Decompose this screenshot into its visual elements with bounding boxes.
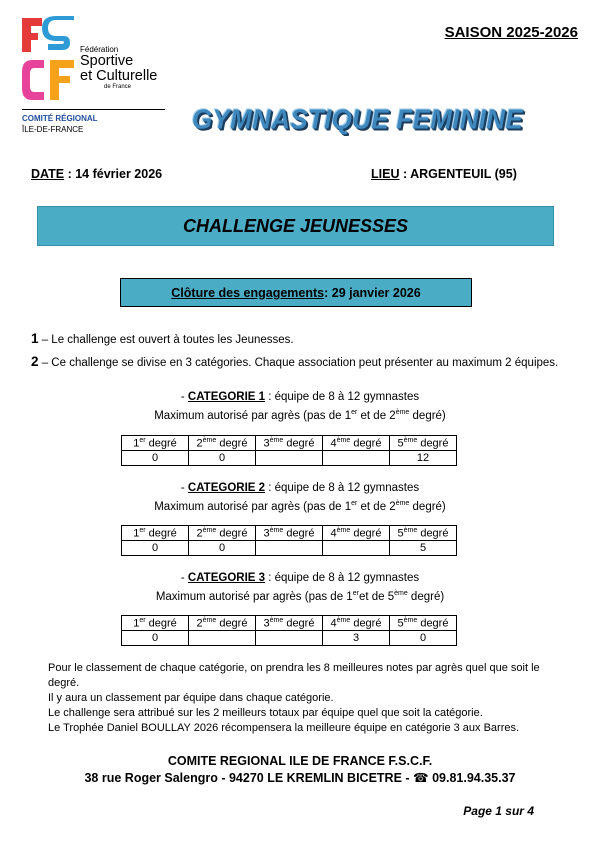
table-row [122,451,457,466]
header-degree-1: 1er degré [122,436,189,451]
c2-max-c: et de 2 [357,500,396,513]
page-title: GYMNASTIQUE FEMININE [192,103,524,135]
header-degree-3: 3ème degré [256,526,323,541]
cloture-label: Clôture des engagements [171,285,325,300]
logo-divider [22,109,165,110]
fscf-logo-mark [22,16,76,102]
category-3-title [0,571,600,586]
table-cell: 12 [390,451,457,466]
c3-max-d: ème [394,590,408,597]
rule-1 [31,331,294,346]
header-degree-1: 1er degré [122,616,189,631]
notes-block [48,661,548,736]
header-degree-2: 2ème degré [189,436,256,451]
category-1-prefix: - [180,391,188,403]
table-row [122,631,457,646]
rule-2-text: – Ce challenge se divise en 3 catégories. Chaque association peut présenter au maximum 2 équipes. [38,357,559,369]
logo-line4: de France [104,84,132,90]
c3-max-a: Maximum autorisé par agrès (pas de 1 [155,590,353,603]
header-degree-4: 4ème degré [323,436,390,451]
cloture-box [120,278,472,307]
logo-line1: Fédération [80,45,119,54]
category-3-table [121,615,457,646]
table-cell [189,631,256,646]
table-cell [323,541,390,556]
federation-name [80,46,157,90]
logo-line3: et Culturelle [80,68,158,84]
c3-max-c: et de 5 [358,590,395,603]
category-1-desc: : équipe de 8 à 12 gymnastes [265,391,420,403]
c2-max-a: Maximum autorisé par agrès (pas de 1 [154,500,352,513]
note-1: Pour le classement de chaque catégorie, on prendra les 8 meilleures notes par agrès quel que soit le degré. [48,662,540,689]
c1-max-b: er [351,409,358,416]
logo-line2: Sportive [80,53,134,69]
category-2-prefix: - [180,482,188,494]
header-degree-4: 4ème degré [323,526,390,541]
table-cell: 0 [122,451,189,466]
rule-2-number: 2 [31,354,39,369]
category-2-max [0,496,600,515]
c2-max-d: ème [395,500,410,507]
phone-icon: ☎ [413,771,429,785]
table-cell [256,631,323,646]
lieu-value: : ARGENTEUIL (95) [399,167,517,181]
header-degree-2: 2ème degré [189,616,256,631]
lieu-line [371,167,517,181]
category-2-table [121,525,457,556]
challenge-banner [37,206,554,246]
table-header-row [122,526,457,541]
header-degree-1: 1er degré [122,526,189,541]
category-3-prefix: - [180,572,188,584]
region-label: ÎLE-DE-FRANCE [22,125,84,134]
c2-max-b: er [351,500,358,507]
header-degree-5: 5ème degré [390,436,457,451]
note-2: Il y aura un classement par équipe dans chaque catégorie. [48,692,334,704]
table-header-row [122,436,457,451]
table-cell [256,541,323,556]
lieu-label: LIEU [371,167,400,181]
rule-1-number: 1 [31,331,39,346]
table-header-row [122,616,457,631]
c3-max-b: er [352,590,359,597]
table-cell: 0 [390,631,457,646]
footer-org: COMITE REGIONAL ILE DE FRANCE F.S.C.F. [167,754,433,768]
c1-max-e: degré) [409,409,446,422]
table-cell: 3 [323,631,390,646]
header-degree-3: 3ème degré [256,436,323,451]
c3-max-e: degré) [407,590,445,603]
footer-address-text: 38 rue Roger Salengro - 94270 LE KREMLIN BICETRE - [84,771,414,785]
category-3-label: CATEGORIE 3 [187,572,266,584]
table-cell: 0 [189,541,256,556]
table-row [122,541,457,556]
date-label: DATE [31,167,65,181]
table-cell: 5 [390,541,457,556]
footer-phone: 09.81.94.35.37 [428,771,516,785]
comite-label: COMITÉ RÉGIONAL [22,114,98,123]
rule-1-text: – Le challenge est ouvert à toutes les Jeunesses. [38,334,294,346]
table-cell: 0 [122,541,189,556]
date-line [31,167,162,181]
c1-max-d: ème [395,409,410,416]
header-degree-4: 4ème degré [323,616,390,631]
header-degree-3: 3ème degré [256,616,323,631]
cloture-value: : 29 janvier 2026 [324,285,421,300]
table-cell [323,451,390,466]
category-2-label: CATEGORIE 2 [187,482,266,494]
category-1-title [0,390,600,405]
category-2-title [0,481,600,496]
category-1-heading [0,390,600,424]
challenge-title: CHALLENGE JEUNESSES [182,215,409,236]
c2-max-e: degré) [409,500,446,513]
header-degree-2: 2ème degré [189,526,256,541]
table-cell [256,451,323,466]
category-1-max [0,405,600,424]
footer-address [0,770,600,785]
rule-2 [31,354,558,369]
note-4: Le Trophée Daniel BOULLAY 2026 récompensera la meilleure équipe en catégorie 3 aux Barres. [48,722,520,734]
saison-label: SAISON 2025-2026 [444,24,578,41]
category-3-max [0,586,600,605]
category-1-table [121,435,457,466]
table-cell: 0 [122,631,189,646]
category-3-heading [0,571,600,605]
fscf-logo [22,16,172,134]
category-1-label: CATEGORIE 1 [187,391,266,403]
c1-max-a: Maximum autorisé par agrès (pas de 1 [154,409,352,422]
note-3: Le challenge sera attribué sur les 2 meilleurs totaux par équipe quel que soit la catégorie. [48,707,483,719]
header-degree-5: 5ème degré [390,526,457,541]
date-value: : 14 février 2026 [64,167,163,181]
page-number: Page 1 sur 4 [463,804,534,818]
c1-max-c: et de 2 [357,409,396,422]
category-2-desc: : équipe de 8 à 12 gymnastes [265,482,420,494]
table-cell: 0 [189,451,256,466]
category-3-desc: : équipe de 8 à 12 gymnastes [265,572,420,584]
category-2-heading [0,481,600,515]
header-degree-5: 5ème degré [390,616,457,631]
